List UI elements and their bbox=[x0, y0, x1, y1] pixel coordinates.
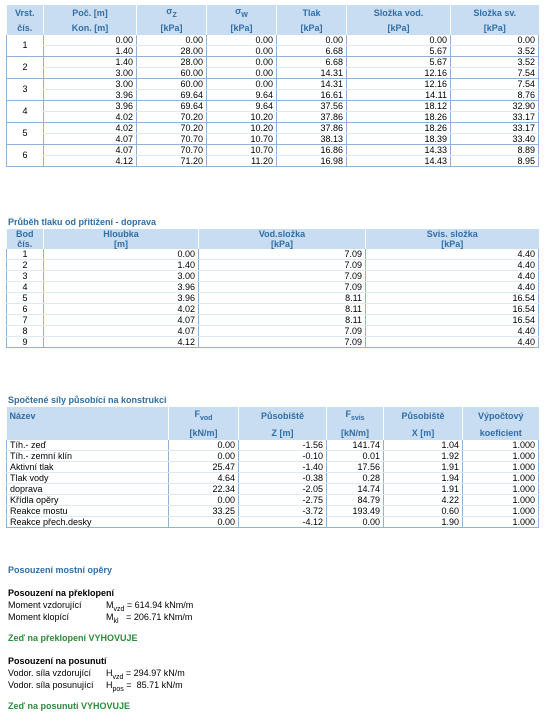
col-unit: koeficient bbox=[463, 426, 539, 440]
table-row bbox=[7, 293, 539, 304]
table-cell: 17.56 bbox=[327, 461, 384, 472]
table-row bbox=[7, 35, 539, 46]
table-row bbox=[7, 483, 539, 494]
col-unit: [kPa] bbox=[207, 22, 277, 35]
table-cell: 5.67 bbox=[347, 56, 451, 67]
table-row bbox=[7, 45, 539, 56]
table-cell: 3.96 bbox=[44, 293, 199, 304]
table-row bbox=[7, 516, 539, 527]
table-cell: 16.98 bbox=[277, 155, 347, 166]
table-cell: 0.00 bbox=[207, 35, 277, 46]
table-cell: 4.07 bbox=[44, 326, 199, 337]
table-row bbox=[7, 144, 539, 155]
table-cell: 0.00 bbox=[207, 78, 277, 89]
col-vertical: Svis. složka bbox=[366, 229, 539, 239]
table-row bbox=[7, 315, 539, 326]
slide-verdict: Zeď na posunutí VYHOVUJE bbox=[8, 701, 130, 711]
table-row bbox=[7, 271, 539, 282]
table-cell: 0.00 bbox=[207, 56, 277, 67]
table-cell: 7.09 bbox=[199, 271, 366, 282]
table-row bbox=[7, 450, 539, 461]
table-cell: 1.40 bbox=[44, 260, 199, 271]
table-cell: 4.12 bbox=[44, 155, 137, 166]
table-cell: 0.00 bbox=[169, 494, 239, 505]
table-cell: 9.64 bbox=[207, 100, 277, 111]
table-cell: 0.00 bbox=[169, 440, 239, 451]
col-f-vert: $F_{svis}$ bbox=[327, 407, 384, 426]
overturn-title: Posouzení na překlopení bbox=[8, 588, 115, 598]
table-cell: 25.47 bbox=[169, 461, 239, 472]
col-sigma-w: $\sigma_W$ bbox=[207, 5, 277, 22]
col-point-x: Působiště bbox=[384, 407, 463, 426]
table-cell: 10.20 bbox=[207, 111, 277, 122]
table-cell: 0.00 bbox=[451, 35, 539, 46]
table-cell: -4.12 bbox=[239, 516, 327, 527]
table-cell: -3.72 bbox=[239, 505, 327, 516]
table-cell: 0.00 bbox=[169, 516, 239, 527]
table-cell: 18.26 bbox=[347, 111, 451, 122]
table-cell: 0.00 bbox=[137, 35, 207, 46]
col-coef: Výpočtový bbox=[463, 407, 539, 426]
surcharge-table bbox=[6, 229, 539, 348]
table-cell: 4.40 bbox=[366, 249, 539, 260]
table-cell: 0.00 bbox=[44, 249, 199, 260]
table-cell: 16.54 bbox=[366, 293, 539, 304]
table-cell: 193.49 bbox=[327, 505, 384, 516]
col-depth: Hloubka bbox=[44, 229, 199, 239]
overturn-resisting-line: Moment vzdorující $M_{vzd} = 614.94$ kNm/m bbox=[8, 600, 194, 613]
table-cell: 70.20 bbox=[137, 122, 207, 133]
table-cell: 3.96 bbox=[44, 100, 137, 111]
table-cell: -2.05 bbox=[239, 483, 327, 494]
table-cell: 0.00 bbox=[44, 35, 137, 46]
point-number: 6 bbox=[7, 304, 44, 315]
layer-table-body bbox=[7, 35, 539, 167]
col-point: Bod bbox=[7, 229, 44, 239]
table-row bbox=[7, 472, 539, 483]
table-cell: 1.04 bbox=[384, 440, 463, 451]
table-cell: 8.11 bbox=[199, 304, 366, 315]
table-row bbox=[7, 494, 539, 505]
table-cell: 69.64 bbox=[137, 89, 207, 100]
table-cell: 37.86 bbox=[277, 122, 347, 133]
col-sigma-z: $\sigma_Z$ bbox=[137, 5, 207, 22]
table-cell: -1.56 bbox=[239, 440, 327, 451]
table-row bbox=[7, 505, 539, 516]
table-cell: 7.54 bbox=[451, 78, 539, 89]
table-cell: 4.22 bbox=[384, 494, 463, 505]
table-row bbox=[7, 461, 539, 472]
col-unit: [kPa] bbox=[277, 22, 347, 35]
table-cell: 1.94 bbox=[384, 472, 463, 483]
table-cell: 1.40 bbox=[44, 56, 137, 67]
table-cell: 4.40 bbox=[366, 326, 539, 337]
table-cell: 1.92 bbox=[384, 450, 463, 461]
table-cell: 0.60 bbox=[384, 505, 463, 516]
table-cell: 14.11 bbox=[347, 89, 451, 100]
col-start: Poč. [m] bbox=[44, 5, 137, 22]
table-cell: 0.00 bbox=[207, 45, 277, 56]
table-cell: 14.74 bbox=[327, 483, 384, 494]
table-row bbox=[7, 67, 539, 78]
table-cell: 12.16 bbox=[347, 78, 451, 89]
table-cell: 14.31 bbox=[277, 78, 347, 89]
table-cell: 69.64 bbox=[137, 100, 207, 111]
table-cell: 33.25 bbox=[169, 505, 239, 516]
table-row bbox=[7, 337, 539, 348]
table-cell: 18.39 bbox=[347, 133, 451, 144]
table-cell: 0.00 bbox=[207, 67, 277, 78]
table-cell: 5.67 bbox=[347, 45, 451, 56]
table-cell: 3.96 bbox=[44, 282, 199, 293]
table-row bbox=[7, 249, 539, 260]
table-cell: -0.10 bbox=[239, 450, 327, 461]
table-cell: 22.34 bbox=[169, 483, 239, 494]
col-unit: [kN/m] bbox=[169, 426, 239, 440]
table-cell: 28.00 bbox=[137, 45, 207, 56]
table-cell: 18.26 bbox=[347, 122, 451, 133]
point-number: 1 bbox=[7, 249, 44, 260]
table-cell: 38.13 bbox=[277, 133, 347, 144]
table-cell: 0.00 bbox=[169, 450, 239, 461]
col-horizontal: Složka vod. bbox=[347, 5, 451, 22]
table-cell: 7.54 bbox=[451, 67, 539, 78]
table-row bbox=[7, 78, 539, 89]
col-unit: [kPa] bbox=[137, 22, 207, 35]
table-cell: 11.20 bbox=[207, 155, 277, 166]
section-title-forces: Spočtené síly působící na konstrukci bbox=[8, 395, 167, 405]
table-cell: 4.40 bbox=[366, 337, 539, 348]
table-row bbox=[7, 100, 539, 111]
table-row bbox=[7, 282, 539, 293]
col-name-sub bbox=[7, 426, 169, 440]
table-cell: 12.16 bbox=[347, 67, 451, 78]
table-cell: 3.52 bbox=[451, 56, 539, 67]
force-name: Tíh.- zeď bbox=[7, 440, 169, 451]
force-name: Reakce přech.desky bbox=[7, 516, 169, 527]
force-name: Křídla opěry bbox=[7, 494, 169, 505]
table-cell: 3.00 bbox=[44, 78, 137, 89]
table-row bbox=[7, 133, 539, 144]
table-row bbox=[7, 326, 539, 337]
table-cell: 10.70 bbox=[207, 144, 277, 155]
point-number: 8 bbox=[7, 326, 44, 337]
table-cell: 3.00 bbox=[44, 271, 199, 282]
table-cell: 7.09 bbox=[199, 282, 366, 293]
table-cell: 7.09 bbox=[199, 249, 366, 260]
table-cell: 0.28 bbox=[327, 472, 384, 483]
table-row bbox=[7, 111, 539, 122]
col-pressure: Tlak bbox=[277, 5, 347, 22]
col-unit: [m] bbox=[44, 239, 199, 249]
force-name: doprava bbox=[7, 483, 169, 494]
point-number: 7 bbox=[7, 315, 44, 326]
surcharge-table-header bbox=[7, 229, 539, 249]
table-cell: 6.68 bbox=[277, 45, 347, 56]
table-cell: 1.40 bbox=[44, 45, 137, 56]
table-cell: 33.40 bbox=[451, 133, 539, 144]
overturn-verdict: Zeď na překlopení VYHOVUJE bbox=[8, 633, 138, 643]
table-cell: 8.95 bbox=[451, 155, 539, 166]
col-point-z: Působiště bbox=[239, 407, 327, 426]
table-cell: 16.54 bbox=[366, 315, 539, 326]
table-cell: 1.000 bbox=[463, 505, 539, 516]
col-unit: [kPa] bbox=[366, 239, 539, 249]
table-cell: 4.02 bbox=[44, 122, 137, 133]
table-cell: 4.40 bbox=[366, 271, 539, 282]
table-cell: 0.00 bbox=[327, 516, 384, 527]
col-layer: Vrst. bbox=[7, 5, 44, 22]
table-cell: -1.40 bbox=[239, 461, 327, 472]
forces-table bbox=[6, 407, 539, 528]
col-unit: Z [m] bbox=[239, 426, 327, 440]
table-cell: 3.96 bbox=[44, 89, 137, 100]
table-cell: 70.20 bbox=[137, 111, 207, 122]
table-cell: 33.17 bbox=[451, 111, 539, 122]
col-f-hor: $F_{vod}$ bbox=[169, 407, 239, 426]
table-cell: 8.11 bbox=[199, 293, 366, 304]
col-layer-sub: čís. bbox=[7, 22, 44, 35]
table-cell: 6.68 bbox=[277, 56, 347, 67]
col-horizontal: Vod.složka bbox=[199, 229, 366, 239]
table-cell: 8.76 bbox=[451, 89, 539, 100]
table-cell: 60.00 bbox=[137, 67, 207, 78]
table-cell: 1.000 bbox=[463, 483, 539, 494]
overturn-tipping-line: Moment klopící $M_{kl} = 206.71$ kNm/m bbox=[8, 612, 193, 625]
col-point-sub: čís. bbox=[7, 239, 44, 249]
table-cell: 4.40 bbox=[366, 260, 539, 271]
table-cell: 70.70 bbox=[137, 133, 207, 144]
table-cell: 16.54 bbox=[366, 304, 539, 315]
layer-number: 3 bbox=[7, 78, 44, 100]
table-cell: 3.52 bbox=[451, 45, 539, 56]
table-cell: 1.000 bbox=[463, 440, 539, 451]
force-name: Reakce mostu bbox=[7, 505, 169, 516]
table-cell: 8.89 bbox=[451, 144, 539, 155]
point-number: 5 bbox=[7, 293, 44, 304]
layer-number: 1 bbox=[7, 35, 44, 57]
force-name: Aktivní tlak bbox=[7, 461, 169, 472]
table-cell: 4.40 bbox=[366, 282, 539, 293]
table-cell: 70.70 bbox=[137, 144, 207, 155]
table-cell: 7.09 bbox=[199, 260, 366, 271]
section-title-surcharge: Průběh tlaku od přitížení - doprava bbox=[8, 217, 157, 227]
table-cell: 33.17 bbox=[451, 122, 539, 133]
table-cell: 4.02 bbox=[44, 111, 137, 122]
table-cell: 37.56 bbox=[277, 100, 347, 111]
table-cell: 141.74 bbox=[327, 440, 384, 451]
col-end-sub: Kon. [m] bbox=[44, 22, 137, 35]
layer-number: 4 bbox=[7, 100, 44, 122]
table-cell: 14.33 bbox=[347, 144, 451, 155]
table-cell: 37.86 bbox=[277, 111, 347, 122]
table-cell: 18.12 bbox=[347, 100, 451, 111]
point-number: 9 bbox=[7, 337, 44, 348]
slide-resisting-line: Vodor. síla vzdorující $H_{vzd} = 294.97$ kN/m bbox=[8, 668, 185, 681]
table-cell: 1.000 bbox=[463, 461, 539, 472]
point-number: 4 bbox=[7, 282, 44, 293]
table-row bbox=[7, 89, 539, 100]
table-cell: 84.79 bbox=[327, 494, 384, 505]
col-unit: X [m] bbox=[384, 426, 463, 440]
slide-title: Posouzení na posunutí bbox=[8, 656, 107, 666]
table-cell: 4.07 bbox=[44, 315, 199, 326]
table-cell: 4.07 bbox=[44, 144, 137, 155]
assessment-title: Posouzení mostní opěry bbox=[8, 565, 113, 575]
table-cell: 4.64 bbox=[169, 472, 239, 483]
table-cell: 10.20 bbox=[207, 122, 277, 133]
table-cell: 7.09 bbox=[199, 326, 366, 337]
forces-table-body bbox=[7, 440, 539, 528]
col-unit: [kPa] bbox=[347, 22, 451, 35]
table-cell: -2.75 bbox=[239, 494, 327, 505]
table-row bbox=[7, 260, 539, 271]
table-cell: 1.90 bbox=[384, 516, 463, 527]
table-cell: 32.90 bbox=[451, 100, 539, 111]
table-cell: 1.000 bbox=[463, 516, 539, 527]
table-cell: 1.91 bbox=[384, 461, 463, 472]
layer-pressure-table bbox=[6, 5, 539, 167]
table-cell: 0.00 bbox=[347, 35, 451, 46]
table-cell: 3.00 bbox=[44, 67, 137, 78]
table-cell: 14.43 bbox=[347, 155, 451, 166]
table-cell: 0.01 bbox=[327, 450, 384, 461]
col-unit: [kPa] bbox=[199, 239, 366, 249]
layer-table-header bbox=[7, 5, 539, 35]
table-row bbox=[7, 304, 539, 315]
col-unit: [kPa] bbox=[451, 22, 539, 35]
table-cell: 60.00 bbox=[137, 78, 207, 89]
table-cell: 28.00 bbox=[137, 56, 207, 67]
surcharge-table-body bbox=[7, 249, 539, 348]
col-vertical: Složka sv. bbox=[451, 5, 539, 22]
layer-number: 5 bbox=[7, 122, 44, 144]
table-cell: 1.000 bbox=[463, 450, 539, 461]
point-number: 2 bbox=[7, 260, 44, 271]
table-cell: 1.91 bbox=[384, 483, 463, 494]
forces-table-header bbox=[7, 407, 539, 440]
table-cell: 16.61 bbox=[277, 89, 347, 100]
table-cell: -0.38 bbox=[239, 472, 327, 483]
table-cell: 1.000 bbox=[463, 472, 539, 483]
table-row bbox=[7, 155, 539, 166]
slide-driving-line: Vodor. síla posunující $H_{pos} = 85.71$ kN/m bbox=[8, 680, 183, 693]
col-name: Název bbox=[7, 407, 169, 426]
force-name: Tlak vody bbox=[7, 472, 169, 483]
col-unit: [kN/m] bbox=[327, 426, 384, 440]
table-row bbox=[7, 440, 539, 451]
table-cell: 10.70 bbox=[207, 133, 277, 144]
point-number: 3 bbox=[7, 271, 44, 282]
table-cell: 4.02 bbox=[44, 304, 199, 315]
table-cell: 16.86 bbox=[277, 144, 347, 155]
table-cell: 4.12 bbox=[44, 337, 199, 348]
table-cell: 0.00 bbox=[277, 35, 347, 46]
layer-number: 2 bbox=[7, 56, 44, 78]
table-cell: 8.11 bbox=[199, 315, 366, 326]
force-name: Tíh.- zemní klín bbox=[7, 450, 169, 461]
table-row bbox=[7, 56, 539, 67]
table-row bbox=[7, 122, 539, 133]
table-cell: 9.64 bbox=[207, 89, 277, 100]
layer-number: 6 bbox=[7, 144, 44, 166]
table-cell: 7.09 bbox=[199, 337, 366, 348]
table-cell: 1.000 bbox=[463, 494, 539, 505]
table-cell: 71.20 bbox=[137, 155, 207, 166]
table-cell: 14.31 bbox=[277, 67, 347, 78]
table-cell: 4.07 bbox=[44, 133, 137, 144]
